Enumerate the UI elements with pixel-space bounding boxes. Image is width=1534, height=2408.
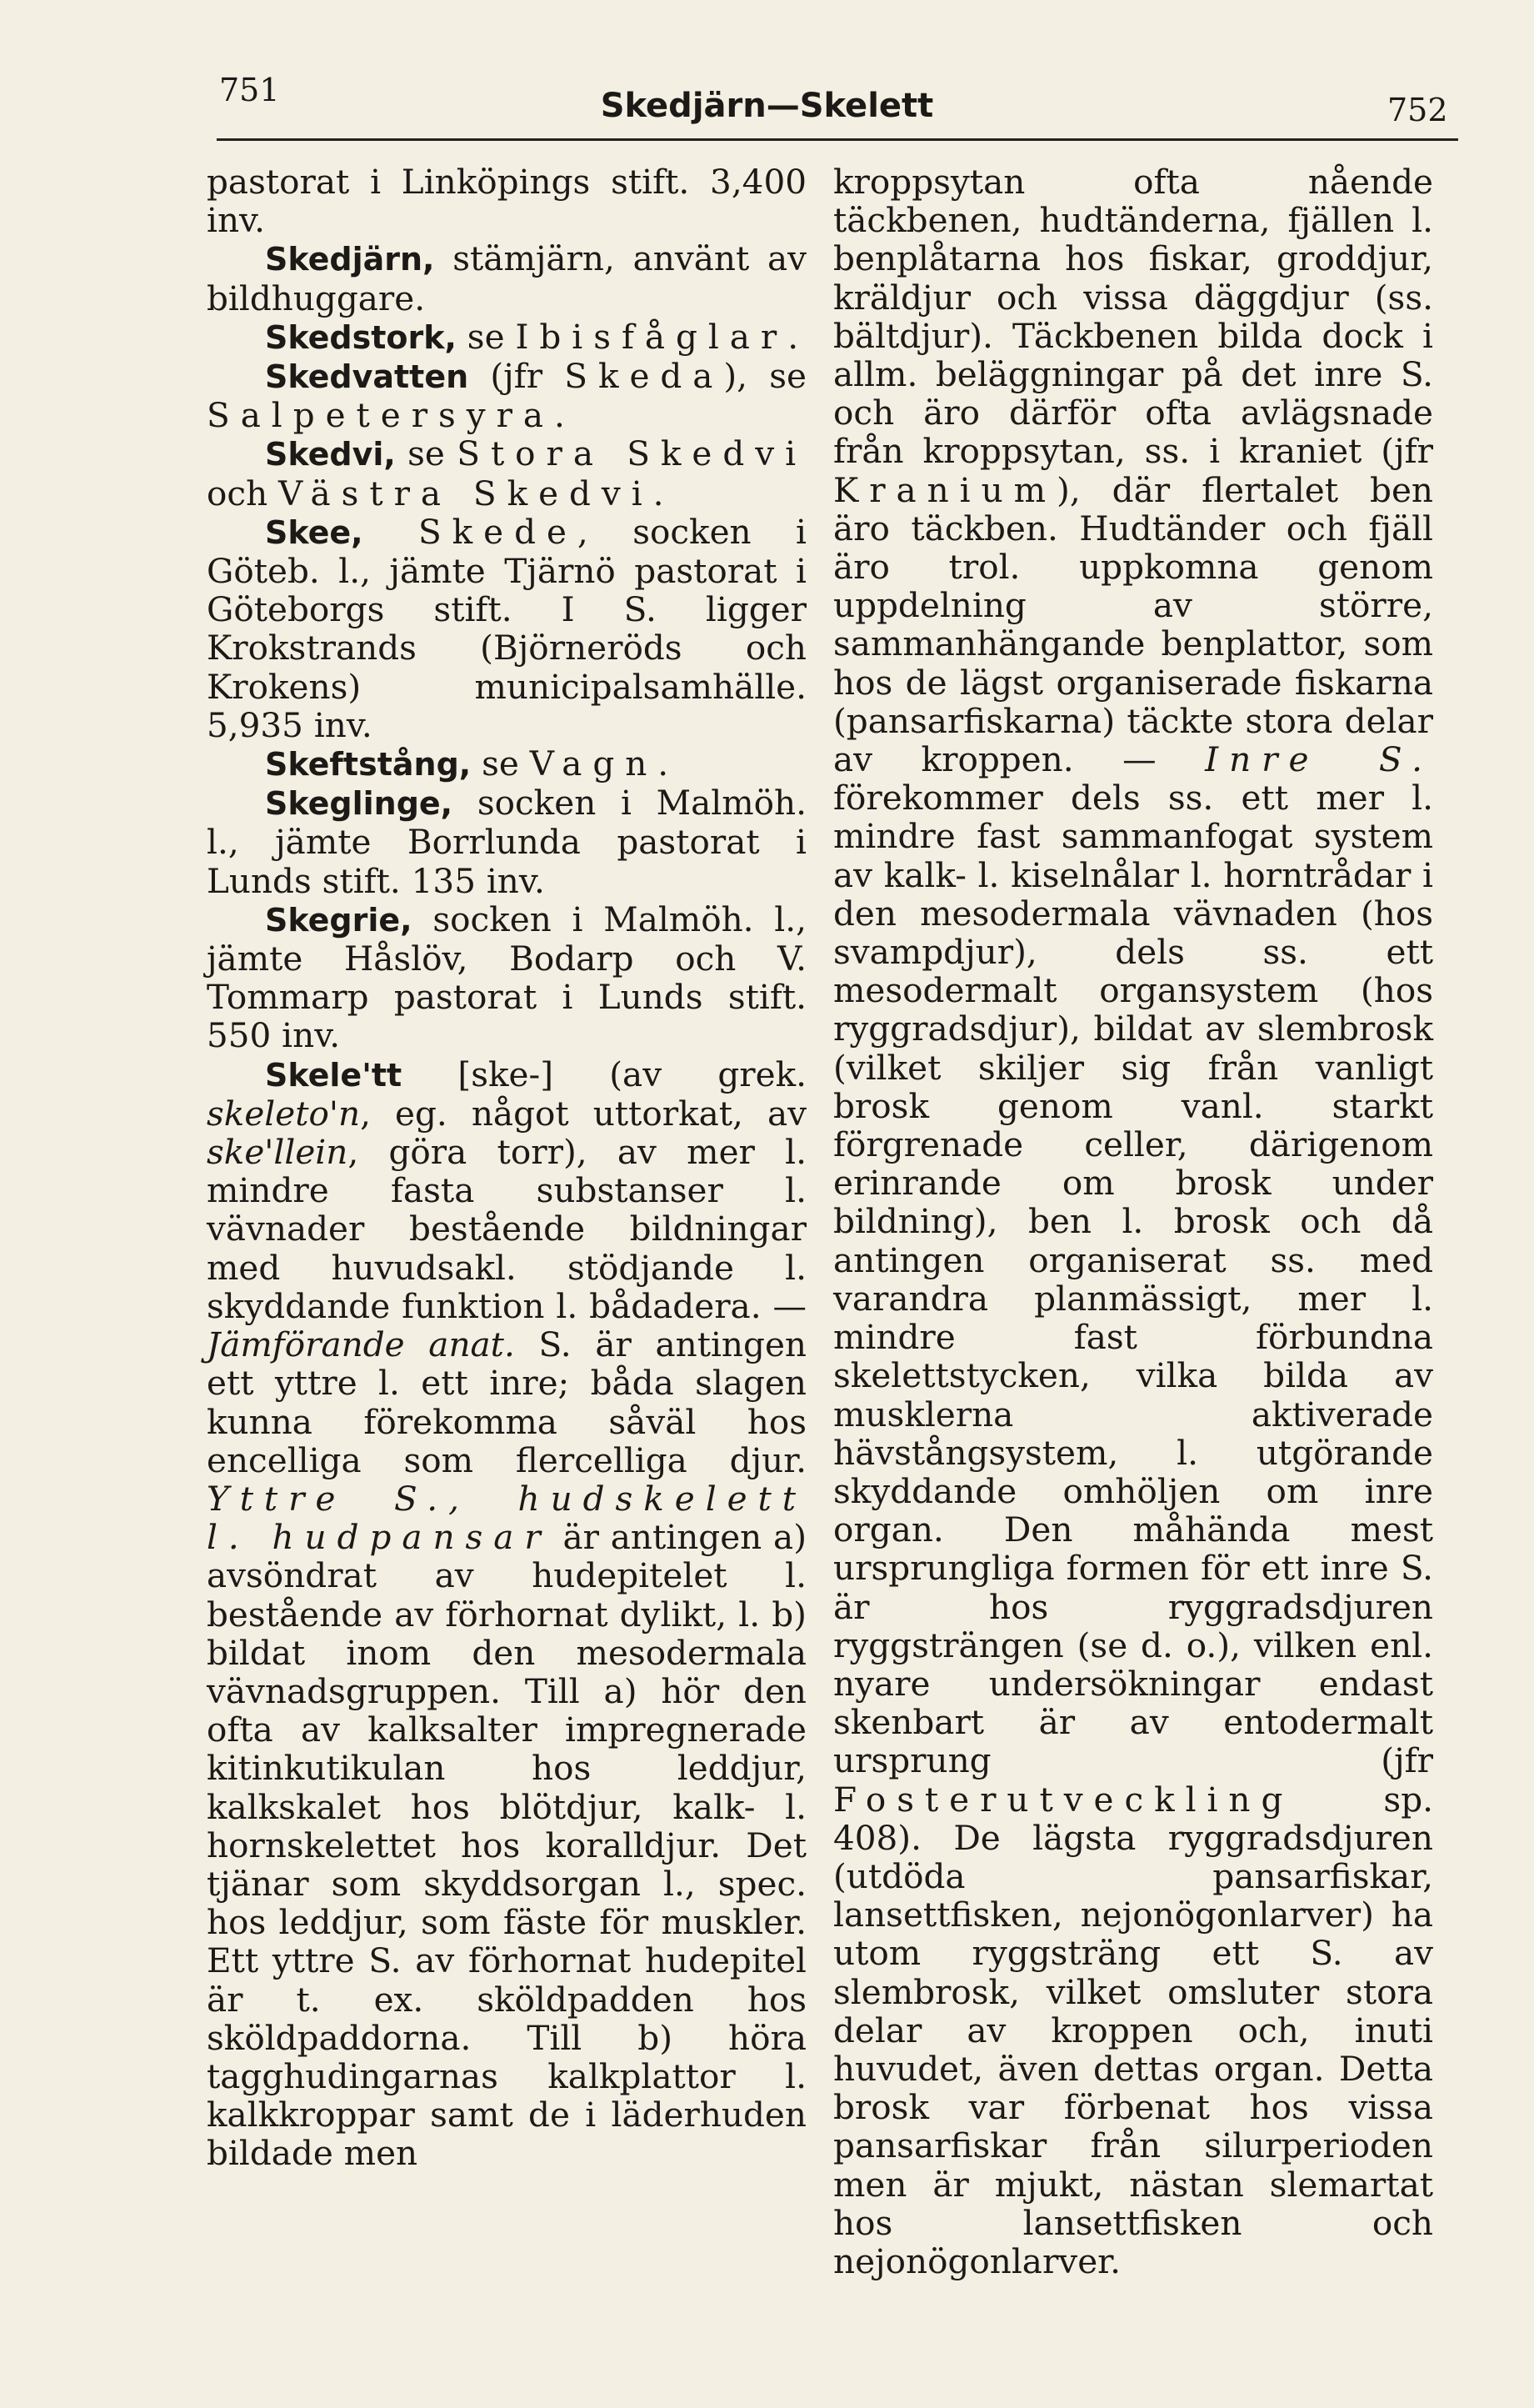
entry-skegrie: Skegrie, socken i Malmöh. l., jämte Håslöv, Bodarp och V. Tommarp pastorat i Lunds stift. 550 inv. [207,899,807,1056]
cross-reference: Stora Skedvi [457,433,807,474]
left-column [207,163,807,2173]
cross-reference: Västra Skedvi [278,473,653,513]
cross-reference: Ibisfåglar [515,316,788,357]
right-page-number: 752 [1387,92,1448,128]
cross-reference: Skeda [564,356,724,397]
cross-reference: Kranium [833,469,1057,510]
entry-skedstork: Skedstork, se Ibisfåglar. [265,316,799,357]
entry-skeglinge: Skeglinge, socken i Malmöh. l., jämte Borrlunda pastorat i Lunds stift. 135 inv. [207,783,807,901]
cross-reference: Fosterutveckling [833,1779,1294,1820]
cross-reference: Vagn [529,743,658,784]
entry-skedvi: Skedvi, se Stora Skedvi och Västra Skedvi. [207,433,807,513]
headword: Skegrie, [265,901,412,939]
headword: Skeftstång, [265,746,472,783]
cross-reference: Skede [362,511,577,552]
headword: Skeglinge, [265,785,453,823]
headword: Skedstork, [265,318,457,356]
entry-skee: Skee, Skede, socken i Göteb. l., jämte Tjärnö pastorat i Göteborgs stift. I S. ligger Krokstrands (Björneröds och Krokens) municipalsamhälle. 5,935 inv. [207,511,807,745]
headword: Skedjärn, [265,241,435,278]
entry-skedvatten: Skedvatten (jfr Skeda), se Salpetersyra. [207,356,807,436]
headword: Skele'tt [265,1056,402,1094]
headword: Skedvi, [265,436,396,473]
page-title: Skedjärn—Skelett [600,87,934,125]
entry-skelett-continuation: kroppsytan ofta nående täckbenen, hudtänderna, fjällen l. benplåtarna hos fiskar, groddjur, kräldjur och vissa däggdjur (ss. bältdjur). Täckbenen bilda dock i allm. beläggningar på det inre S. och äro därför ofta avlägsnade från kroppsytan, ss. i kraniet (jfr Kranium), där flertalet ben äro täckben. Hudtänder och fjäll äro trol. uppkomna genom uppdelning av större, sammanhängande benplattor, som hos de lägst organiserade fiskarna (pansarfiskarna) täckte stora delar av kroppen. — Inre S. förekommer dels ss. ett mer l. mindre fast sammanfogat system av kalk- l. kiselnålar l. horntrådar i den mesodermala vävnaden (hos svampdjur), dels ss. ett mesodermalt organsystem (hos ryggradsdjur), bildat av slembrosk (vilket skiljer sig från vanligt brosk genom vanl. starkt förgrenade celler, därigenom erinrande om brosk under bildning), ben l. brosk och då antingen organiserat ss. med varandra planmässigt, mer l. mindre fast förbundna skelettstycken, vilka bilda av musklerna aktiverade hävstångsystem, l. utgörande skyddande omhöljen om inre organ. Den måhända mest ursprungliga formen för ett inre S. är hos ryggradsdjuren ryggsträngen (se d. o.), vilken enl. nyare undersökningar endast skenbart är av entodermalt ursprung (jfr Fosterutveckling sp. 408). De lägsta ryggradsdjuren (utdöda pansarfiskar, lansettfisken, nejonögonlarver) ha utom ryggsträng ett S. av slembrosk, vilket omsluter stora delar av kroppen och, inuti huvudet, även dettas organ. Detta brosk var förbenat hos vissa pansarfiskar från silurperioden men är mjukt, nästan slemartat hos lansettfisken och nejonögonlarver. [833,162,1433,2281]
right-column [833,163,1433,2280]
left-page-number: 751 [219,72,280,108]
header-rule [217,138,1458,141]
entry-skeftstang: Skeftstång, se Vagn. [265,743,669,784]
entry-skelett: Skele'tt [ske-] (av grek. skeleto'n, eg. något uttorkat, av ske'llein, göra torr), av mer l. mindre fasta substanser l. vävnader bestående bildningar med huvudsakl. stödjande l. skyddande funktion l. bådadera. — Jämförande anat. S. är antingen ett yttre l. ett inre; båda slagen kunna förekomma såväl hos encelliga som flercelliga djur. Yttre S., hudskelett l. hudpansar är antingen a) avsöndrat av hudepitelet l. bestående av förhornat dylikt, l. b) bildat inom den mesodermala vävnadsgruppen. Till a) hör den ofta av kalksalter impregnerade kitinkutikulan hos leddjur, kalkskalet hos blötdjur, kalk- l. hornskelettet hos koralldjur. Det tjänar som skyddsorgan l., spec. hos leddjur, som fäste för muskler. Ett yttre S. av förhornat hudepitel är t. ex. sköldpadden hos sköldpaddorna. Till b) höra tagghudingarnas kalkplattor l. kalkkroppar samt de i läderhuden bildade men [207,1054,807,2174]
cross-reference: Salpetersyra [207,395,555,436]
headword: Skedvatten [265,358,469,396]
headword: Skee, [265,513,363,551]
entry-skedjarn: Skedjärn, stämjärn, använt av bildhuggare. [207,238,807,318]
entry-continuation: pastorat i Linköpings stift. 3,400 inv. [207,162,807,241]
